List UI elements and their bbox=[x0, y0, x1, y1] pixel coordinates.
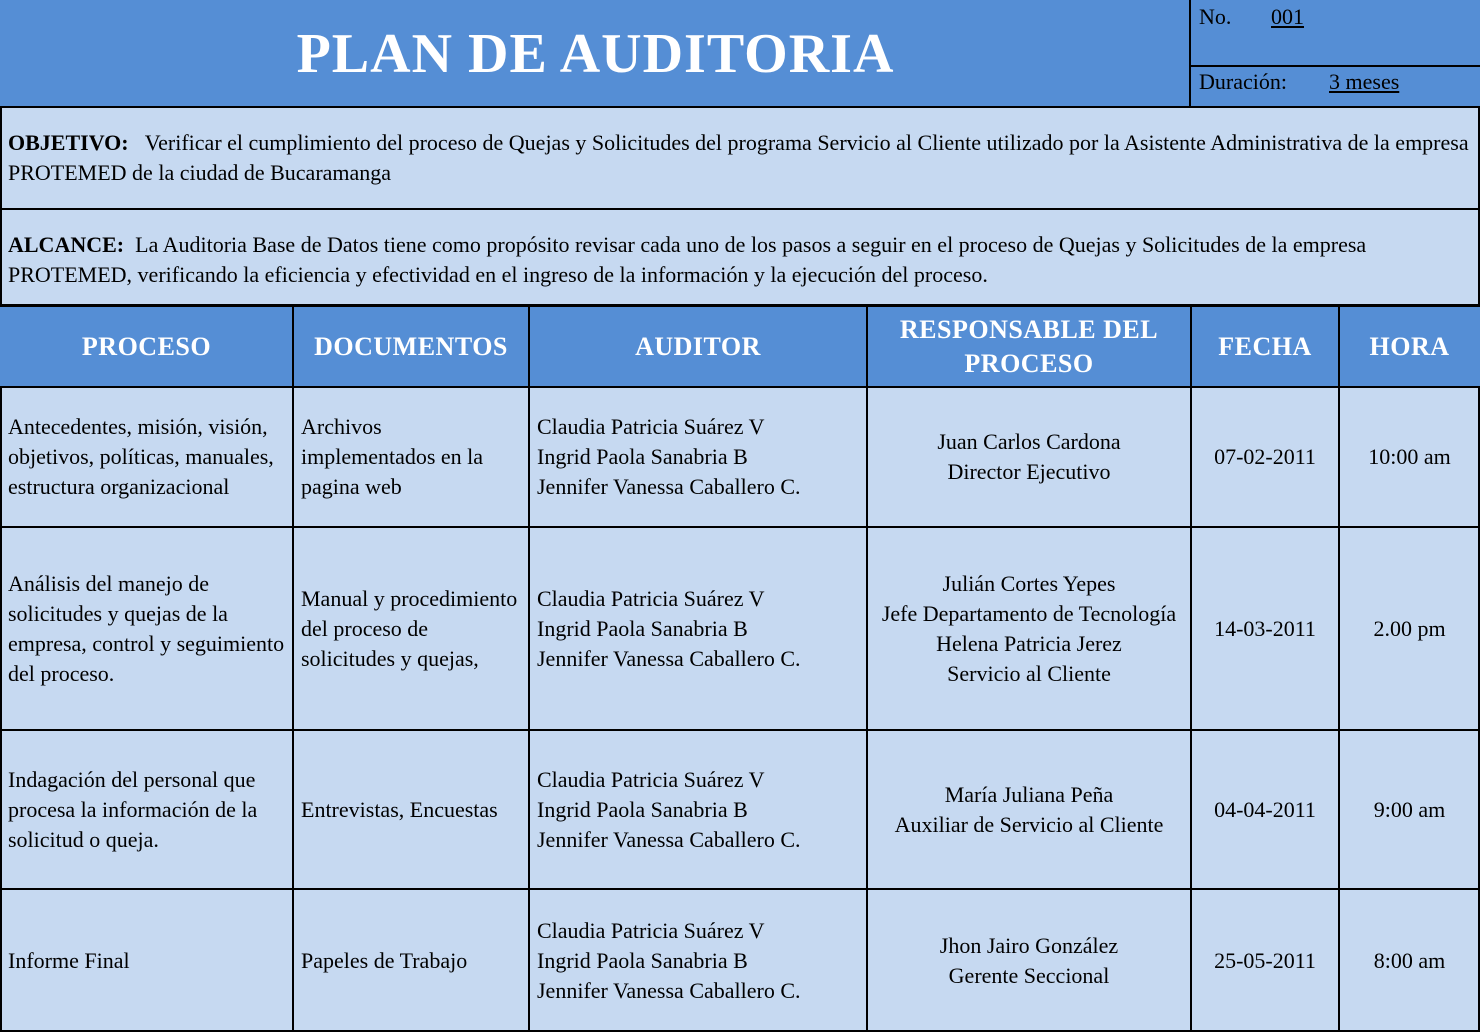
title-bar bbox=[0, 0, 1191, 108]
cell-auditor: Claudia Patricia Suárez V Ingrid Paola Sanabria B Jennifer Vanessa Caballero C. bbox=[537, 766, 801, 852]
header-documentos: DOCUMENTOS bbox=[293, 306, 529, 387]
cell-responsable: Julián Cortes Yepes Jefe Departamento de Tecnología Helena Patricia Jerez Servicio al Cliente bbox=[881, 570, 1177, 686]
duration-label: Duración: bbox=[1199, 69, 1287, 94]
table-column-divider bbox=[528, 306, 530, 1032]
scope-text: La Auditoria Base de Datos tiene como propósito revisar cada uno de los pasos a seguir en el proceso de Quejas y Solicitudes de la empresa PROTEMED, verificando la eficiencia y efectividad en el ingreso de la información y la ejecución del proceso. bbox=[8, 232, 1367, 287]
table-column-divider bbox=[292, 306, 294, 1032]
header-proceso: PROCESO bbox=[0, 306, 293, 387]
cell-responsable: María Juliana Peña Auxiliar de Servicio al Cliente bbox=[894, 781, 1164, 837]
meta-divider bbox=[1191, 65, 1480, 67]
cell-hora: 10:00 am bbox=[1368, 444, 1451, 469]
page-title: PLAN DE AUDITORIA bbox=[296, 23, 895, 85]
objective-label: OBJETIVO: bbox=[8, 130, 129, 155]
cell-responsable: Jhon Jairo González Gerente Seccional bbox=[939, 932, 1119, 988]
number-value: 001 bbox=[1271, 4, 1304, 29]
table-row-divider bbox=[0, 888, 1480, 890]
table-row-divider bbox=[0, 526, 1480, 528]
cell-proceso: Indagación del personal que procesa la información de la solicitud o queja. bbox=[8, 766, 258, 852]
objective-section bbox=[0, 108, 1480, 210]
cell-fecha: 14-03-2011 bbox=[1214, 615, 1316, 641]
cell-responsable: Juan Carlos Cardona Director Ejecutivo bbox=[937, 429, 1121, 484]
cell-proceso: Antecedentes, misión, visión, objetivos, políticas, manuales, estructura organizacional bbox=[8, 414, 274, 499]
cell-documentos: Manual y procedimiento del proceso de solicitudes y quejas, bbox=[301, 585, 518, 671]
table-row-divider bbox=[0, 305, 1480, 307]
cell-hora: 9:00 am bbox=[1373, 796, 1446, 822]
number-label: No. bbox=[1199, 4, 1232, 29]
header-responsable: RESPONSABLE DEL PROCESO bbox=[867, 306, 1191, 387]
cell-fecha: 07-02-2011 bbox=[1214, 444, 1316, 469]
cell-proceso: Análisis del manejo de solicitudes y quejas de la empresa, control y seguimiento del proceso. bbox=[8, 570, 285, 686]
duration-value: 3 meses bbox=[1329, 69, 1400, 94]
header-hora: HORA bbox=[1339, 306, 1480, 387]
cell-hora: 8:00 am bbox=[1373, 947, 1446, 973]
table-column-divider bbox=[866, 306, 868, 1032]
cell-fecha: 25-05-2011 bbox=[1214, 947, 1316, 973]
cell-fecha: 04-04-2011 bbox=[1214, 796, 1316, 822]
table-column-divider bbox=[1190, 306, 1192, 1032]
cell-documentos: Archivos implementados en la pagina web bbox=[301, 414, 484, 499]
cell-documentos: Entrevistas, Encuestas bbox=[301, 796, 498, 822]
cell-auditor: Claudia Patricia Suárez V Ingrid Paola Sanabria B Jennifer Vanessa Caballero C. bbox=[537, 585, 801, 671]
scope-label: ALCANCE: bbox=[8, 232, 125, 257]
cell-auditor: Claudia Patricia Suárez V Ingrid Paola Sanabria B Jennifer Vanessa Caballero C. bbox=[537, 917, 801, 1003]
header-fecha: FECHA bbox=[1191, 306, 1339, 387]
table-row-divider bbox=[0, 729, 1480, 731]
header-auditor: AUDITOR bbox=[529, 306, 867, 387]
table-row-divider bbox=[0, 386, 1480, 388]
cell-hora: 2.00 pm bbox=[1373, 615, 1446, 641]
cell-auditor: Claudia Patricia Suárez V Ingrid Paola Sanabria B Jennifer Vanessa Caballero C. bbox=[537, 414, 801, 499]
cell-documentos: Papeles de Trabajo bbox=[301, 947, 468, 973]
table-column-divider bbox=[1338, 306, 1340, 1032]
meta-box bbox=[1191, 0, 1480, 108]
objective-text: Verificar el cumplimiento del proceso de Quejas y Solicitudes del programa Servicio al Cliente utilizado por la Asistente Administrativa de la empresa PROTEMED de la ciudad de Bucaramanga bbox=[8, 130, 1469, 185]
scope-section bbox=[0, 210, 1480, 306]
cell-proceso: Informe Final bbox=[8, 947, 130, 973]
